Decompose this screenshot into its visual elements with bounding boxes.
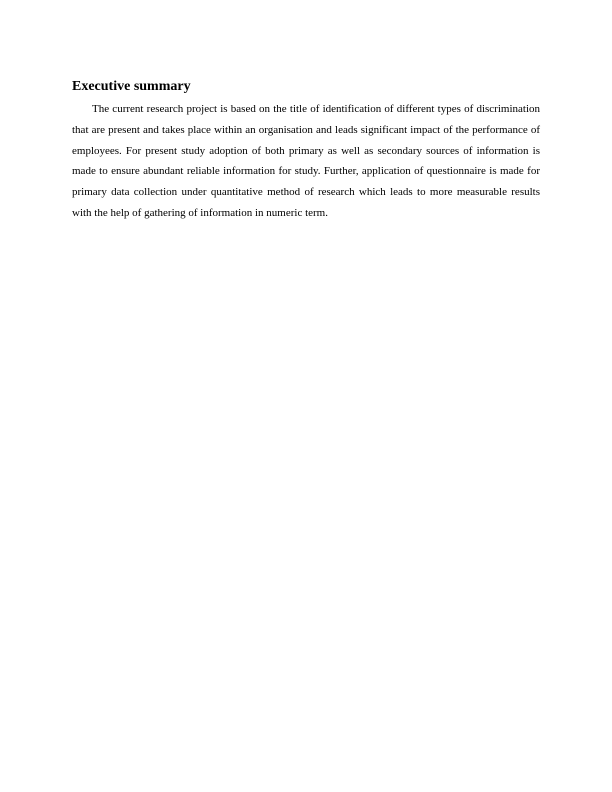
- section-heading: Executive summary: [72, 79, 191, 94]
- document-body: [72, 78, 540, 224]
- summary-paragraph: The current research project is based on the title of identification of different types of discrimination that are present and takes place within an organisation and leads significant impact of the performance of employees. For present study adoption of both primary as well as secondary sources of information is made to ensure abundant reliable information for study. Further, application of questionnaire is made for primary data collection under quantitative method of research which leads to more measurable results with the help of gathering of information in numeric term.: [72, 103, 540, 219]
